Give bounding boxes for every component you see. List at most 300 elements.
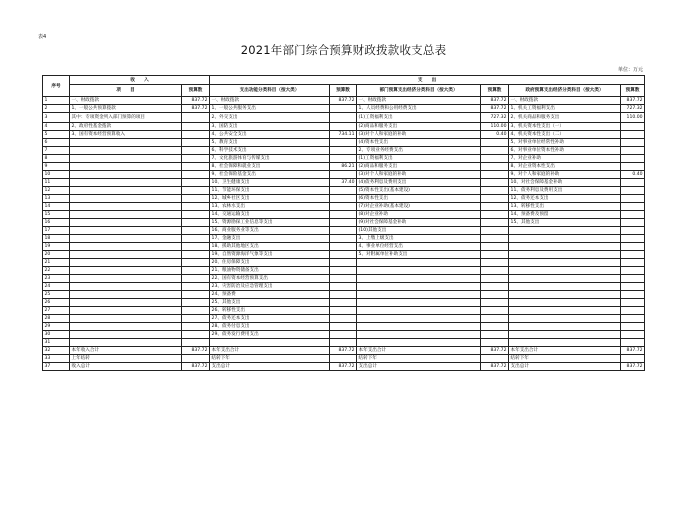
gov-econ-amount [621,259,645,267]
func-class-amount: 37.40 [330,179,357,187]
header-budget-gov: 预算数 [621,85,645,97]
income-item [70,171,182,179]
income-amount [182,235,210,243]
income-item [70,139,182,147]
func-class-item: 15、资源勘探工业信息等支出 [210,219,330,227]
func-class-item: 13、农林水支出 [210,203,330,211]
row-number: 22 [43,267,70,275]
dept-econ-amount [481,323,509,331]
row-number: 25 [43,291,70,299]
income-amount [182,219,210,227]
dept-econ-amount [481,243,509,251]
table-row [43,259,645,267]
func-class-item: 26、转移性支出 [210,307,330,315]
income-amount [182,275,210,283]
gov-econ-item [509,291,621,299]
table-row [43,147,645,155]
gov-econ-item: 3、机关资本性支出（一） [509,123,621,131]
func-class-amount: 837.72 [330,97,357,105]
row-number: 26 [43,299,70,307]
gov-econ-amount [621,155,645,163]
gov-econ-amount [621,163,645,171]
table-row [43,323,645,331]
func-class-amount [330,155,357,163]
dept-econ-item: (1)工资福利支出 [357,113,481,123]
func-class-amount: 734.11 [330,131,357,139]
dept-econ-item [357,307,481,315]
table-row [43,123,645,131]
func-class-amount [330,139,357,147]
dept-econ-item: 一、财政拨款 [357,97,481,105]
income-item: 其中：专项资金列入部门预算的项目 [70,113,182,123]
func-class-item: 6、科学技术支出 [210,147,330,155]
gov-econ-item: 14、预备费及预留 [509,211,621,219]
func-class-item: 17、金融支出 [210,235,330,243]
func-class-amount [330,203,357,211]
dept-econ-item: 本年支出合计 [357,347,481,355]
unit-label: 单位：万元 [617,67,643,73]
func-class-amount [330,227,357,235]
gov-econ-item: 7、对企业补助 [509,155,621,163]
func-class-amount [330,251,357,259]
income-item [70,155,182,163]
header-item: 项 目 [70,85,182,97]
dept-econ-amount: 110.00 [481,123,509,131]
func-class-item: 20、住房保障支出 [210,259,330,267]
func-class-item: 12、城乡社区支出 [210,195,330,203]
func-class-amount [330,283,357,291]
func-class-amount [330,339,357,347]
func-class-amount [330,267,357,275]
row-number: 11 [43,179,70,187]
func-class-amount [330,355,357,363]
income-item [70,291,182,299]
dept-econ-item: (7)对企业补助(基本建设) [357,203,481,211]
income-amount [182,203,210,211]
row-number: 10 [43,171,70,179]
income-item: 收入总计 [70,363,182,371]
dept-econ-amount: 0.40 [481,131,509,139]
func-class-amount [330,323,357,331]
dept-econ-amount: 837.72 [481,363,509,371]
dept-econ-amount [481,163,509,171]
gov-econ-amount [621,283,645,291]
dept-econ-amount [481,315,509,323]
func-class-amount [330,211,357,219]
income-item [70,211,182,219]
func-class-item: 支出总计 [210,363,330,371]
income-amount [182,267,210,275]
func-class-item: 28、债务付息支出 [210,323,330,331]
gov-econ-amount [621,275,645,283]
header-seq: 序号 [43,76,70,97]
income-item: 本年收入合计 [70,347,182,355]
row-number: 8 [43,155,70,163]
table-row [43,331,645,339]
table-row [43,251,645,259]
gov-econ-amount [621,339,645,347]
income-item [70,315,182,323]
income-amount [182,139,210,147]
income-amount [182,291,210,299]
row-number: 16 [43,219,70,227]
row-number: 33 [43,355,70,363]
income-item [70,307,182,315]
table-row [43,131,645,139]
header-expense: 支 出 [210,76,645,85]
gov-econ-item [509,323,621,331]
func-class-item: 3、国防支出 [210,123,330,131]
dept-econ-item: 1、人员经费和公用经费支出 [357,105,481,113]
table-row [43,163,645,171]
row-number: 14 [43,203,70,211]
table-row [43,275,645,283]
gov-econ-amount [621,267,645,275]
row-number: 29 [43,323,70,331]
gov-econ-item [509,299,621,307]
func-class-item: 21、粮油物资储备支出 [210,267,330,275]
dept-econ-item: 3、上缴上级支出 [357,235,481,243]
row-number: 18 [43,235,70,243]
gov-econ-amount [621,203,645,211]
row-number: 17 [43,227,70,235]
income-amount [182,131,210,139]
dept-econ-amount: 727.32 [481,113,509,123]
func-class-amount [330,171,357,179]
gov-econ-amount [621,131,645,139]
dept-econ-item [357,339,481,347]
dept-econ-item: 支出总计 [357,363,481,371]
table-row [43,179,645,187]
row-number: 13 [43,195,70,203]
row-number: 32 [43,347,70,355]
table-row [43,97,645,105]
gov-econ-item: 本年支出合计 [509,347,621,355]
gov-econ-amount [621,139,645,147]
income-amount [182,299,210,307]
table-row [43,113,645,123]
dept-econ-amount [481,291,509,299]
gov-econ-amount [621,211,645,219]
gov-econ-amount [621,331,645,339]
dept-econ-amount [481,155,509,163]
func-class-amount: 837.72 [330,363,357,371]
func-class-amount [330,113,357,123]
gov-econ-item [509,275,621,283]
gov-econ-item: 13、转移性支出 [509,203,621,211]
dept-econ-item [357,315,481,323]
income-item [70,219,182,227]
table-row [43,195,645,203]
gov-econ-amount [621,219,645,227]
func-class-amount [330,195,357,203]
table-row [43,219,645,227]
row-number: 28 [43,315,70,323]
func-class-item: 23、灾害防治及应急管理支出 [210,283,330,291]
func-class-item: 1、一般公共服务支出 [210,105,330,113]
func-class-amount [330,291,357,299]
dept-econ-item: (4)债务利息及费用支出 [357,179,481,187]
func-class-item: 5、教育支出 [210,139,330,147]
dept-econ-amount [481,299,509,307]
dept-econ-amount: 837.72 [481,97,509,105]
income-item [70,227,182,235]
dept-econ-amount [481,259,509,267]
income-item [70,259,182,267]
income-item: 3、国有资本经营预算收入 [70,131,182,139]
income-amount [182,283,210,291]
page-title: 2021年部门综合预算财政拨款收支总表 [240,43,447,57]
income-amount [182,355,210,363]
dept-econ-item [357,275,481,283]
income-amount [182,171,210,179]
func-class-amount [330,123,357,131]
row-number: 1 [43,97,70,105]
row-number: 24 [43,283,70,291]
gov-econ-item [509,251,621,259]
func-class-item: 27、债务还本支出 [210,315,330,323]
row-number: 23 [43,275,70,283]
row-number: 21 [43,259,70,267]
dept-econ-item: (1)工资福利支出 [357,155,481,163]
func-class-item: 29、债务发行费用支出 [210,331,330,339]
gov-econ-amount: 727.32 [621,105,645,113]
dept-econ-item: (10)其他支出 [357,227,481,235]
table-row [43,291,645,299]
income-amount [182,147,210,155]
func-class-item: 4、公共安全支出 [210,131,330,139]
gov-econ-item: 支出总计 [509,363,621,371]
table-row [43,307,645,315]
dept-econ-item [357,299,481,307]
dept-econ-amount [481,235,509,243]
row-number: 30 [43,331,70,339]
gov-econ-item [509,267,621,275]
func-class-amount [330,299,357,307]
income-amount [182,211,210,219]
income-item: 上年结转 [70,355,182,363]
func-class-item: 22、国有资本经营预算支出 [210,275,330,283]
income-amount [182,123,210,131]
header-dept-econ: 部门预算支出经济分类科目（按大类） [357,85,481,97]
income-amount [182,339,210,347]
gov-econ-amount [621,243,645,251]
table-row [43,227,645,235]
gov-econ-amount [621,195,645,203]
dept-econ-amount [481,179,509,187]
income-amount [182,113,210,123]
table-row [43,299,645,307]
row-number: 20 [43,251,70,259]
func-class-amount [330,275,357,283]
table-row [43,339,645,347]
func-class-amount [330,307,357,315]
func-class-item: 19、自然资源海洋气象等支出 [210,251,330,259]
dept-econ-item [357,267,481,275]
row-number: 19 [43,243,70,251]
gov-econ-amount [621,315,645,323]
gov-econ-item: 5、对事业单位经常性补助 [509,139,621,147]
gov-econ-item [509,227,621,235]
dept-econ-amount: 837.72 [481,105,509,113]
table-row [43,347,645,355]
func-class-amount [330,147,357,155]
gov-econ-item: 11、债务利息及费用支出 [509,187,621,195]
gov-econ-item: 结转下年 [509,355,621,363]
table-number-label: 表4 [38,34,47,40]
gov-econ-item: 10、对社会保障基金补助 [509,179,621,187]
header-gov-econ: 政府预算支出经济分类科目（按大类） [509,85,621,97]
gov-econ-amount [621,187,645,195]
table-row [43,267,645,275]
income-item [70,331,182,339]
income-amount [182,155,210,163]
income-item [70,243,182,251]
func-class-item: 7、文化旅游体育与传媒支出 [210,155,330,163]
gov-econ-amount [621,291,645,299]
gov-econ-amount [621,299,645,307]
dept-econ-amount [481,147,509,155]
table-row [43,211,645,219]
income-item [70,275,182,283]
gov-econ-item [509,235,621,243]
income-amount: 837.72 [182,363,210,371]
dept-econ-amount [481,219,509,227]
dept-econ-amount [481,211,509,219]
table-row [43,355,645,363]
gov-econ-item: 6、对事业单位资本性补助 [509,147,621,155]
row-number: 5 [43,131,70,139]
table-row [43,315,645,323]
income-item [70,203,182,211]
dept-econ-amount: 837.72 [481,347,509,355]
dept-econ-amount [481,171,509,179]
gov-econ-item [509,259,621,267]
header-budget-dept: 预算数 [481,85,509,97]
dept-econ-amount [481,307,509,315]
dept-econ-amount [481,227,509,235]
gov-econ-amount: 110.00 [621,113,645,123]
dept-econ-amount [481,339,509,347]
gov-econ-item: 12、债务还本支出 [509,195,621,203]
func-class-item: 11、节能环保支出 [210,187,330,195]
gov-econ-amount [621,251,645,259]
income-amount [182,331,210,339]
func-class-item: 本年支出合计 [210,347,330,355]
income-item: 2、政府性基金拨款 [70,123,182,131]
dept-econ-item: (9)对社会保障基金补助 [357,219,481,227]
func-class-amount [330,105,357,113]
gov-econ-item [509,315,621,323]
gov-econ-item: 一、财政拨款 [509,97,621,105]
dept-econ-amount [481,203,509,211]
income-amount [182,259,210,267]
gov-econ-amount: 837.72 [621,347,645,355]
func-class-amount: 86.21 [330,163,357,171]
table-row [43,283,645,291]
dept-econ-item: (8)对企业补助 [357,211,481,219]
income-item [70,195,182,203]
income-item: 1、一般公共预算拨款 [70,105,182,113]
income-amount [182,315,210,323]
dept-econ-amount [481,283,509,291]
income-item: 一、财政拨款 [70,97,182,105]
dept-econ-item: (6)资本性支出 [357,195,481,203]
income-item [70,147,182,155]
dept-econ-item: (4)资本性支出 [357,139,481,147]
income-amount: 837.72 [182,97,210,105]
func-class-item: 18、援助其他地区支出 [210,243,330,251]
func-class-item: 24、预备费 [210,291,330,299]
func-class-item: 10、卫生健康支出 [210,179,330,187]
func-class-item: 14、交通运输支出 [210,211,330,219]
dept-econ-amount [481,267,509,275]
gov-econ-amount [621,235,645,243]
income-amount [182,323,210,331]
income-item [70,163,182,171]
func-class-item: 结转下年 [210,355,330,363]
gov-econ-amount [621,179,645,187]
func-class-item: 9、社会保险基金支出 [210,171,330,179]
table-row [43,235,645,243]
header-budget-income: 预算数 [182,85,210,97]
table-row [43,243,645,251]
gov-econ-item [509,331,621,339]
table-row [43,105,645,113]
income-amount: 837.72 [182,105,210,113]
gov-econ-amount [621,323,645,331]
gov-econ-item: 9、对个人和家庭的补助 [509,171,621,179]
gov-econ-amount: 0.40 [621,171,645,179]
dept-econ-amount [481,187,509,195]
gov-econ-amount: 837.72 [621,363,645,371]
func-class-item: 8、社会保障和就业支出 [210,163,330,171]
dept-econ-item [357,283,481,291]
row-number: 15 [43,211,70,219]
income-item [70,267,182,275]
gov-econ-item [509,339,621,347]
income-item [70,251,182,259]
func-class-amount [330,259,357,267]
row-number: 6 [43,139,70,147]
row-number: 2 [43,105,70,113]
dept-econ-amount [481,275,509,283]
dept-econ-item [357,259,481,267]
dept-econ-item: 5、对附属单位补助支出 [357,251,481,259]
gov-econ-amount: 837.72 [621,97,645,105]
header-budget-func: 预算数 [330,85,357,97]
dept-econ-item [357,291,481,299]
dept-econ-item [357,331,481,339]
table-row [43,155,645,163]
income-amount [182,251,210,259]
gov-econ-amount [621,355,645,363]
income-amount [182,307,210,315]
gov-econ-item: 1、机关工资福利支出 [509,105,621,113]
income-item [70,323,182,331]
gov-econ-item [509,307,621,315]
income-amount [182,179,210,187]
header-func-class: 支出功能分类科目（按大类） [210,85,330,97]
table-row [43,139,645,147]
income-item [70,283,182,291]
table-row [43,203,645,211]
row-number: 9 [43,163,70,171]
dept-econ-item: (3)对个人和家庭的补助 [357,171,481,179]
func-class-amount [330,235,357,243]
func-class-amount [330,243,357,251]
gov-econ-amount [621,227,645,235]
